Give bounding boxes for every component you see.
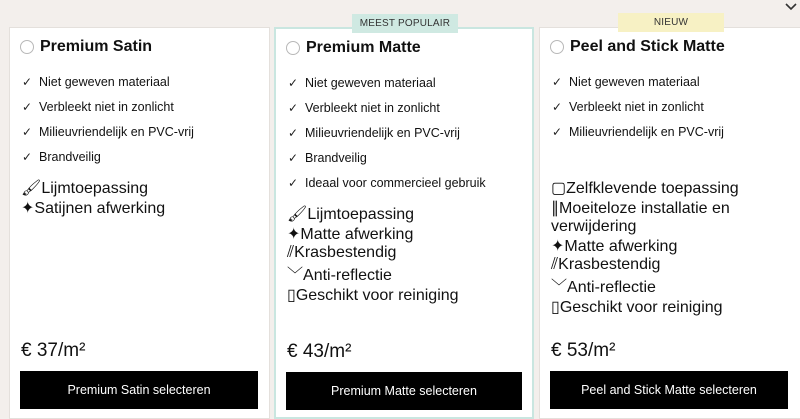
list-item	[287, 146, 486, 171]
list-item-label: Niet geweven materiaal	[569, 75, 700, 89]
list-item-label: Milieuvriendelijk en PVC-vrij	[39, 125, 194, 139]
list-item-label: Matte afwerking	[564, 238, 678, 255]
check-icon: ✓	[287, 126, 299, 140]
list-item	[287, 71, 486, 96]
check-icon: ✓	[287, 101, 299, 115]
chevron-icon: ﹀	[551, 279, 568, 296]
popular-badge: MEEST POPULAIR	[352, 14, 458, 33]
list-item-label: Geschikt voor reiniging	[295, 287, 459, 304]
list-item-label: Verbleekt niet in zonlicht	[569, 100, 704, 114]
sparkle-icon: ✦	[551, 238, 565, 255]
list-item	[551, 274, 800, 297]
list-item-label: Verbleekt niet in zonlicht	[305, 101, 440, 115]
check-icon: ✓	[287, 151, 299, 165]
feature-checklist	[551, 70, 724, 145]
new-badge: NIEUW	[618, 13, 724, 32]
product-card-premium-satin[interactable]	[9, 27, 270, 419]
sparkle-icon: ✦	[287, 226, 301, 243]
list-item-label: Matte afwerking	[300, 226, 414, 243]
scratch-icon: ⫽	[551, 256, 559, 273]
card-title	[550, 38, 725, 56]
list-item	[287, 224, 459, 244]
card-title	[286, 39, 421, 57]
feature-checklist	[287, 71, 486, 196]
list-item	[21, 145, 194, 170]
check-icon: ✓	[551, 100, 563, 114]
list-item-label: Anti-reflectie	[303, 267, 392, 284]
spray-icon: ▯	[287, 287, 296, 304]
list-item	[551, 95, 724, 120]
list-item	[551, 70, 724, 95]
feature-list	[287, 204, 459, 305]
select-radio[interactable]	[20, 40, 34, 54]
list-item-label: Brandveilig	[39, 150, 101, 164]
select-premium-satin-button[interactable]: Premium Satin selecteren	[20, 371, 258, 409]
list-item	[551, 120, 724, 145]
document-icon: ▢	[551, 180, 567, 197]
list-item-label: Moeiteloze installatie en verwijdering	[551, 200, 730, 235]
list-item	[551, 178, 800, 198]
check-icon: ✓	[21, 100, 33, 114]
brush-icon: 🖌︎	[21, 180, 42, 197]
list-item-label: Niet geweven materiaal	[39, 75, 170, 89]
chevron-icon: ﹀	[287, 267, 304, 284]
list-item-label: Krasbestendig	[558, 256, 661, 273]
list-item-label: Satijnen afwerking	[34, 200, 166, 217]
feature-list	[551, 178, 800, 317]
select-radio[interactable]	[550, 40, 564, 54]
check-icon: ✓	[551, 75, 563, 89]
list-item	[21, 120, 194, 145]
list-item-label: Brandveilig	[305, 151, 367, 165]
list-item	[287, 285, 459, 305]
card-title-text: Peel and Stick Matte	[570, 38, 725, 55]
scratch-icon: ⫽	[287, 244, 295, 261]
list-item-label: Verbleekt niet in zonlicht	[39, 100, 174, 114]
product-card-premium-matte[interactable]	[274, 18, 534, 419]
list-item-label: Geschikt voor reiniging	[559, 299, 723, 316]
list-item	[551, 256, 800, 274]
card-title	[20, 38, 152, 56]
chevron-down-icon[interactable]	[784, 2, 798, 12]
price: € 53/m²	[551, 340, 616, 361]
card-title-text: Premium Matte	[306, 39, 421, 56]
list-item-label: Lijmtoepassing	[307, 206, 415, 223]
list-item-label: Milieuvriendelijk en PVC-vrij	[305, 126, 460, 140]
list-item	[287, 121, 486, 146]
select-premium-matte-button[interactable]: Premium Matte selecteren	[286, 372, 522, 410]
list-item-label: Anti-reflectie	[567, 279, 656, 296]
check-icon: ✓	[287, 76, 299, 90]
price: € 37/m²	[21, 340, 86, 361]
list-item	[287, 244, 459, 262]
list-item	[21, 178, 165, 198]
list-item-label: Krasbestendig	[294, 244, 397, 261]
list-item-label: Niet geweven materiaal	[305, 76, 436, 90]
list-item	[551, 198, 800, 236]
check-icon: ✓	[551, 125, 563, 139]
list-item	[287, 262, 459, 285]
brush-icon: 🖌︎	[287, 206, 308, 223]
slash-icon: ∥	[551, 200, 559, 217]
check-icon: ✓	[21, 75, 33, 89]
sparkle-icon: ✦	[21, 200, 35, 217]
check-icon: ✓	[21, 150, 33, 164]
list-item-label: Milieuvriendelijk en PVC-vrij	[569, 125, 724, 139]
list-item-label: Ideaal voor commercieel gebruik	[305, 176, 486, 190]
list-item-label: Zelfklevende toepassing	[566, 180, 739, 197]
list-item	[21, 70, 194, 95]
list-item	[287, 171, 486, 196]
list-item	[551, 297, 800, 317]
spray-icon: ▯	[551, 299, 560, 316]
list-item	[551, 236, 800, 256]
feature-checklist	[21, 70, 194, 170]
product-card-peel-and-stick-matte[interactable]	[539, 17, 800, 419]
check-icon: ✓	[21, 125, 33, 139]
select-peel-and-stick-matte-button[interactable]: Peel and Stick Matte selecteren	[550, 371, 788, 409]
feature-list	[21, 178, 165, 218]
price: € 43/m²	[287, 341, 352, 362]
list-item	[21, 95, 194, 120]
list-item-label: Lijmtoepassing	[41, 180, 149, 197]
list-item	[287, 204, 459, 224]
check-icon: ✓	[287, 176, 299, 190]
list-item	[21, 198, 165, 218]
select-radio[interactable]	[286, 41, 300, 55]
list-item	[287, 96, 486, 121]
card-title-text: Premium Satin	[40, 38, 153, 55]
